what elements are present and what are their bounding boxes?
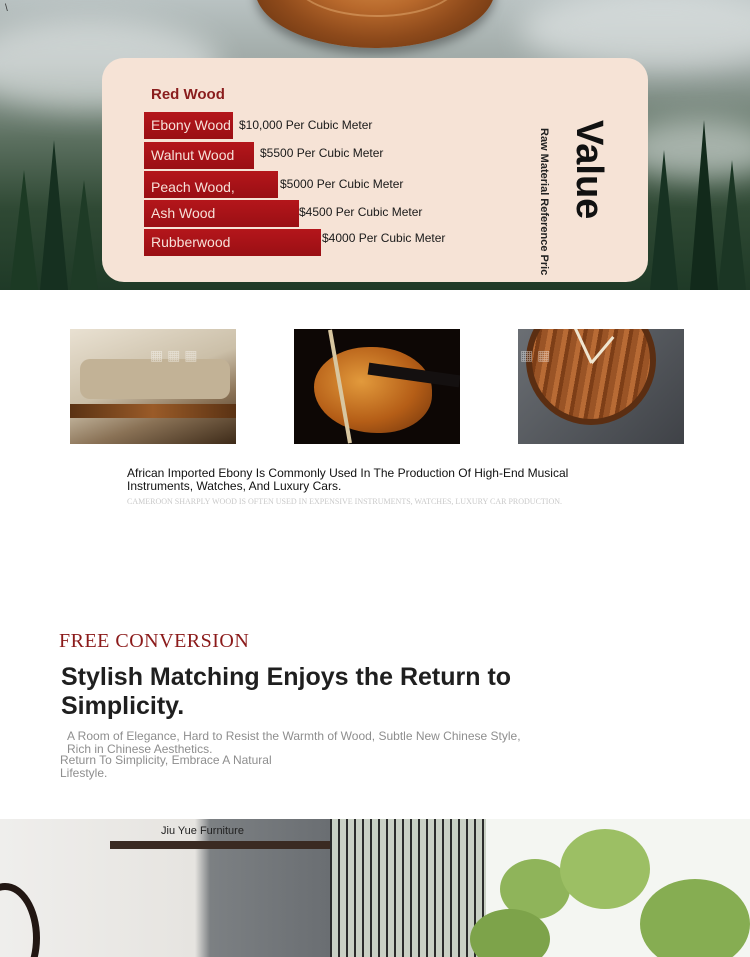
price-value: $4000 Per Cubic Meter xyxy=(322,231,446,245)
lattice-screen-shape xyxy=(330,819,486,957)
value-vertical-title: Value xyxy=(568,120,610,220)
price-value: $5500 Per Cubic Meter xyxy=(260,146,384,160)
price-label: Peach Wood, xyxy=(151,179,235,195)
price-bar xyxy=(144,112,233,139)
price-value: $4500 Per Cubic Meter xyxy=(299,205,423,219)
price-bar xyxy=(144,200,299,227)
price-label: Ebony Wood xyxy=(151,117,231,133)
forest-tree xyxy=(70,180,98,290)
price-bar xyxy=(144,142,254,169)
card-title: Red Wood xyxy=(151,86,225,103)
applications-caption: African Imported Ebony Is Commonly Used In The Production Of High-End Musical Instruments, Watches, And Luxury Cars. xyxy=(127,466,569,493)
violin-photo xyxy=(294,329,460,444)
wooden-watch-photo xyxy=(518,329,684,444)
reference-price-vertical-label: Raw Material Reference Pric xyxy=(538,128,550,276)
tree-foliage xyxy=(640,879,750,957)
corner-mark: \ xyxy=(5,3,8,14)
price-label: Rubberwood xyxy=(151,234,231,250)
car-dashboard-shape xyxy=(80,359,230,399)
section-description: A Room of Elegance, Hard to Resist the Warmth of Wood, Subtle New Chinese Style, Rich in Chinese Aesthetics. xyxy=(67,729,521,756)
price-label: Walnut Wood xyxy=(151,147,235,163)
price-label: Ash Wood xyxy=(151,205,216,221)
tree-foliage xyxy=(560,829,650,909)
hero-section xyxy=(0,0,750,290)
price-value: $10,000 Per Cubic Meter xyxy=(239,118,373,132)
shelf-shape xyxy=(110,841,340,849)
wood-slab-image xyxy=(255,0,495,48)
forest-tree xyxy=(40,140,68,290)
brand-tag: Jiu Yue Furniture xyxy=(161,825,244,837)
price-card xyxy=(102,58,648,282)
chair-shape xyxy=(0,883,40,957)
price-bar xyxy=(144,229,321,256)
section-headline: Stylish Matching Enjoys the Return to Simplicity. xyxy=(61,663,512,720)
watermark-graphic: ▦ ▦ xyxy=(520,347,551,363)
forest-tree xyxy=(690,120,718,290)
price-value: $5000 Per Cubic Meter xyxy=(280,177,404,191)
price-bar xyxy=(144,171,278,198)
forest-tree xyxy=(718,160,746,290)
applications-caption-sub: CAMEROON SHARPLY WOOD IS OFTEN USED IN EXPENSIVE INSTRUMENTS, WATCHES, LUXURY CAR PRODUCTION. xyxy=(127,497,563,506)
watch-hand xyxy=(590,336,614,364)
car-interior-photo xyxy=(70,329,236,444)
interior-photo xyxy=(0,819,750,957)
watch-hand xyxy=(569,329,593,364)
forest-tree xyxy=(650,150,678,290)
watermark-graphic: ▦ ▦ ▦ xyxy=(150,347,198,363)
section-eyebrow: FREE CONVERSION xyxy=(59,630,250,652)
watch-face-shape xyxy=(526,329,656,425)
car-wood-trim-shape xyxy=(70,404,236,418)
forest-tree xyxy=(10,170,38,290)
section-description-secondary: Return To Simplicity, Embrace A Natural Lifestyle. xyxy=(60,753,272,780)
violin-body-shape xyxy=(314,347,432,433)
